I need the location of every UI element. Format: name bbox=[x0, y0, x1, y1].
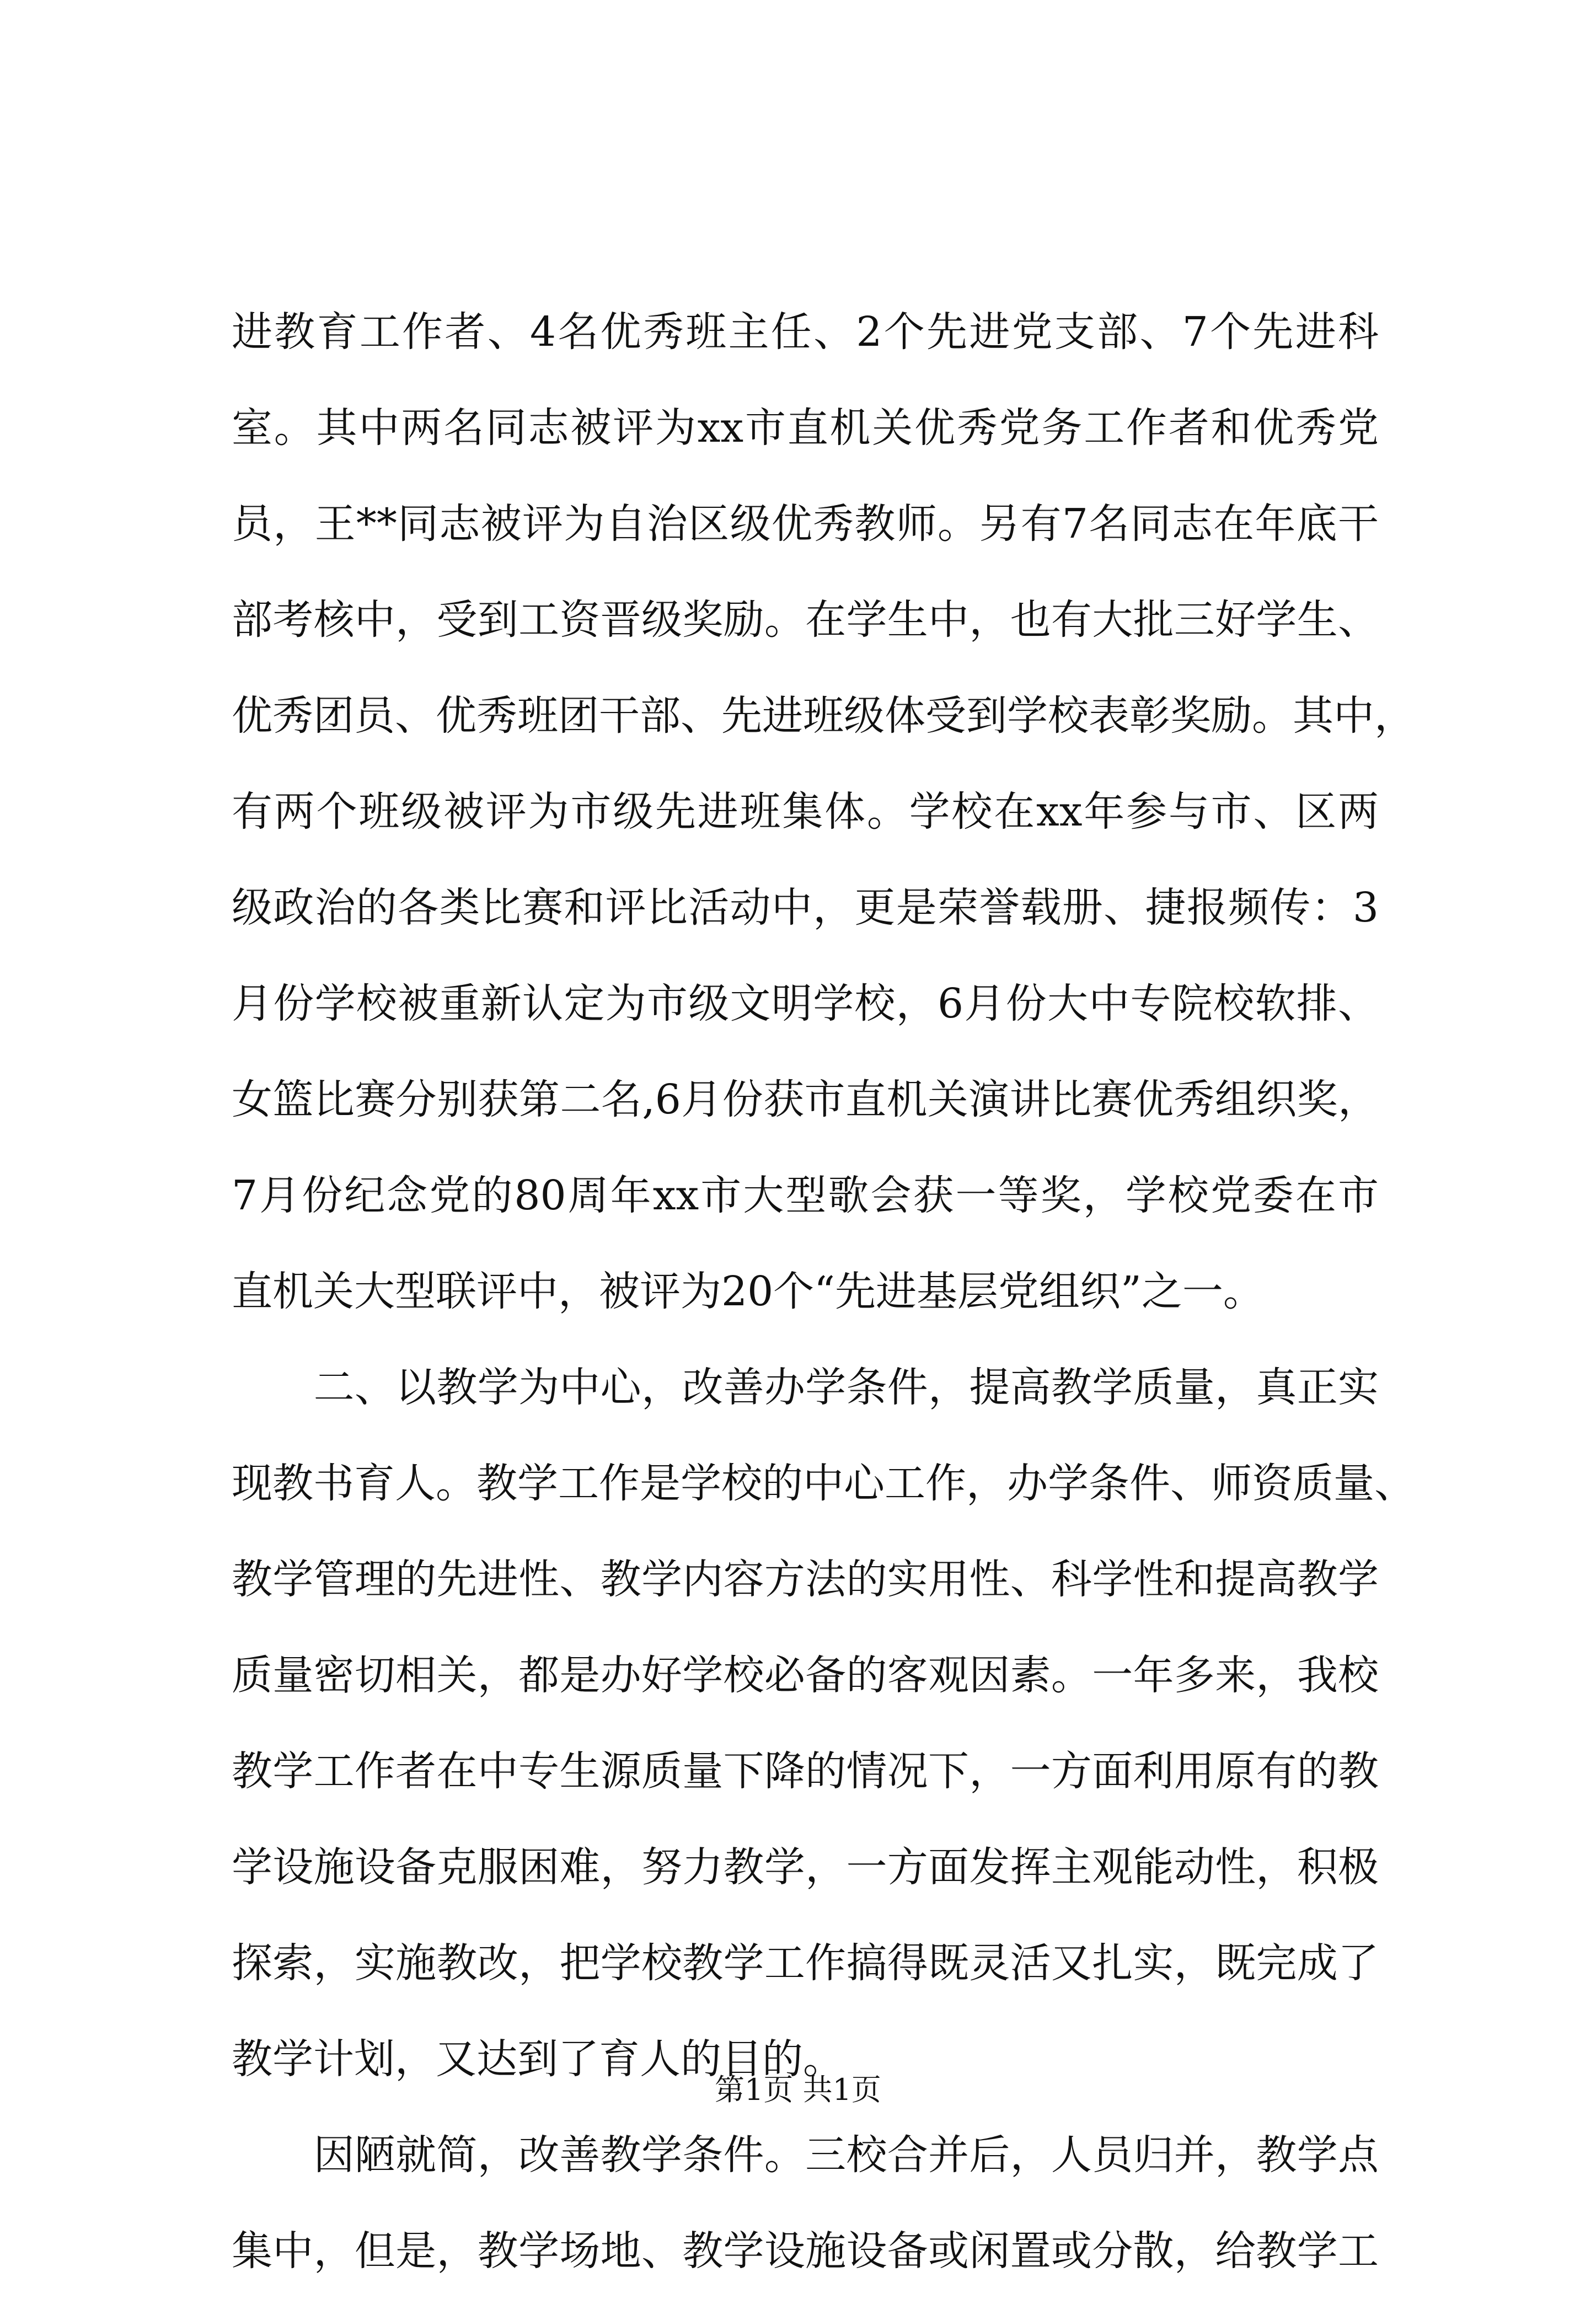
text-line: 质量密切相关，都是办好学校必备的客观因素。一年多来，我校 bbox=[232, 1652, 1379, 1699]
text-line: 因陋就简，改善教学条件。三校合并后，人员归并，教学点 bbox=[232, 2131, 1379, 2179]
text-line: 探索，实施教改，把学校教学工作搞得既灵活又扎实，既完成了 bbox=[232, 1939, 1379, 1987]
text-line: 集中，但是，教学场地、教学设施设备或闲置或分散，给教学工 bbox=[232, 2227, 1379, 2275]
text-line: 教学计划，又达到了育人的目的。 bbox=[232, 2035, 844, 2083]
text-line: 现教书育人。教学工作是学校的中心工作，办学条件、师资质量、 bbox=[232, 1460, 1415, 1507]
text-line: 二、以教学为中心，改善办学条件，提高教学质量，真正实 bbox=[232, 1364, 1379, 1411]
text-line: 优秀团员、优秀班团干部、先进班级体受到学校表彰奖励。其中， bbox=[232, 692, 1415, 739]
page-footer bbox=[0, 2068, 1596, 2112]
text-line: 女篮比赛分别获第二名,6月份获市直机关演讲比赛优秀组织奖， bbox=[232, 1076, 1379, 1123]
text-line: 级政治的各类比赛和评比活动中，更是荣誉载册、捷报频传：3 bbox=[232, 884, 1379, 931]
text-line: 有两个班级被评为市级先进班集体。学校在xx年参与市、区两 bbox=[232, 788, 1379, 835]
text-line: 室。其中两名同志被评为xx市直机关优秀党务工作者和优秀党 bbox=[232, 404, 1379, 452]
text-line: 部考核中，受到工资晋级奖励。在学生中，也有大批三好学生、 bbox=[232, 596, 1379, 644]
text-line: 直机关大型联评中，被评为20个“先进基层党组织”之一。 bbox=[232, 1268, 1264, 1315]
paragraph-teaching-center bbox=[232, 1339, 1415, 2107]
paragraph-teaching-conditions bbox=[232, 2107, 1379, 2299]
text-line: 教学管理的先进性、教学内容方法的实用性、科学性和提高教学 bbox=[232, 1556, 1379, 1603]
text-line: 进教育工作者、4名优秀班主任、2个先进党支部、7个先进科 bbox=[232, 308, 1379, 356]
page-number-label: 第1页 共1页 bbox=[715, 2072, 881, 2107]
text-line: 7月份纪念党的80周年xx市大型歌会获一等奖，学校党委在市 bbox=[232, 1172, 1379, 1219]
text-line: 学设施设备克服困难，努力教学，一方面发挥主观能动性，积极 bbox=[232, 1844, 1379, 1891]
text-line: 员，王**同志被评为自治区级优秀教师。另有7名同志在年底干 bbox=[232, 500, 1379, 548]
document-body bbox=[232, 284, 1415, 2299]
text-line: 月份学校被重新认定为市级文明学校，6月份大中专院校软排、 bbox=[232, 980, 1379, 1027]
paragraph-honors bbox=[232, 284, 1415, 1339]
text-line: 教学工作者在中专生源质量下降的情况下，一方面利用原有的教 bbox=[232, 1748, 1379, 1795]
